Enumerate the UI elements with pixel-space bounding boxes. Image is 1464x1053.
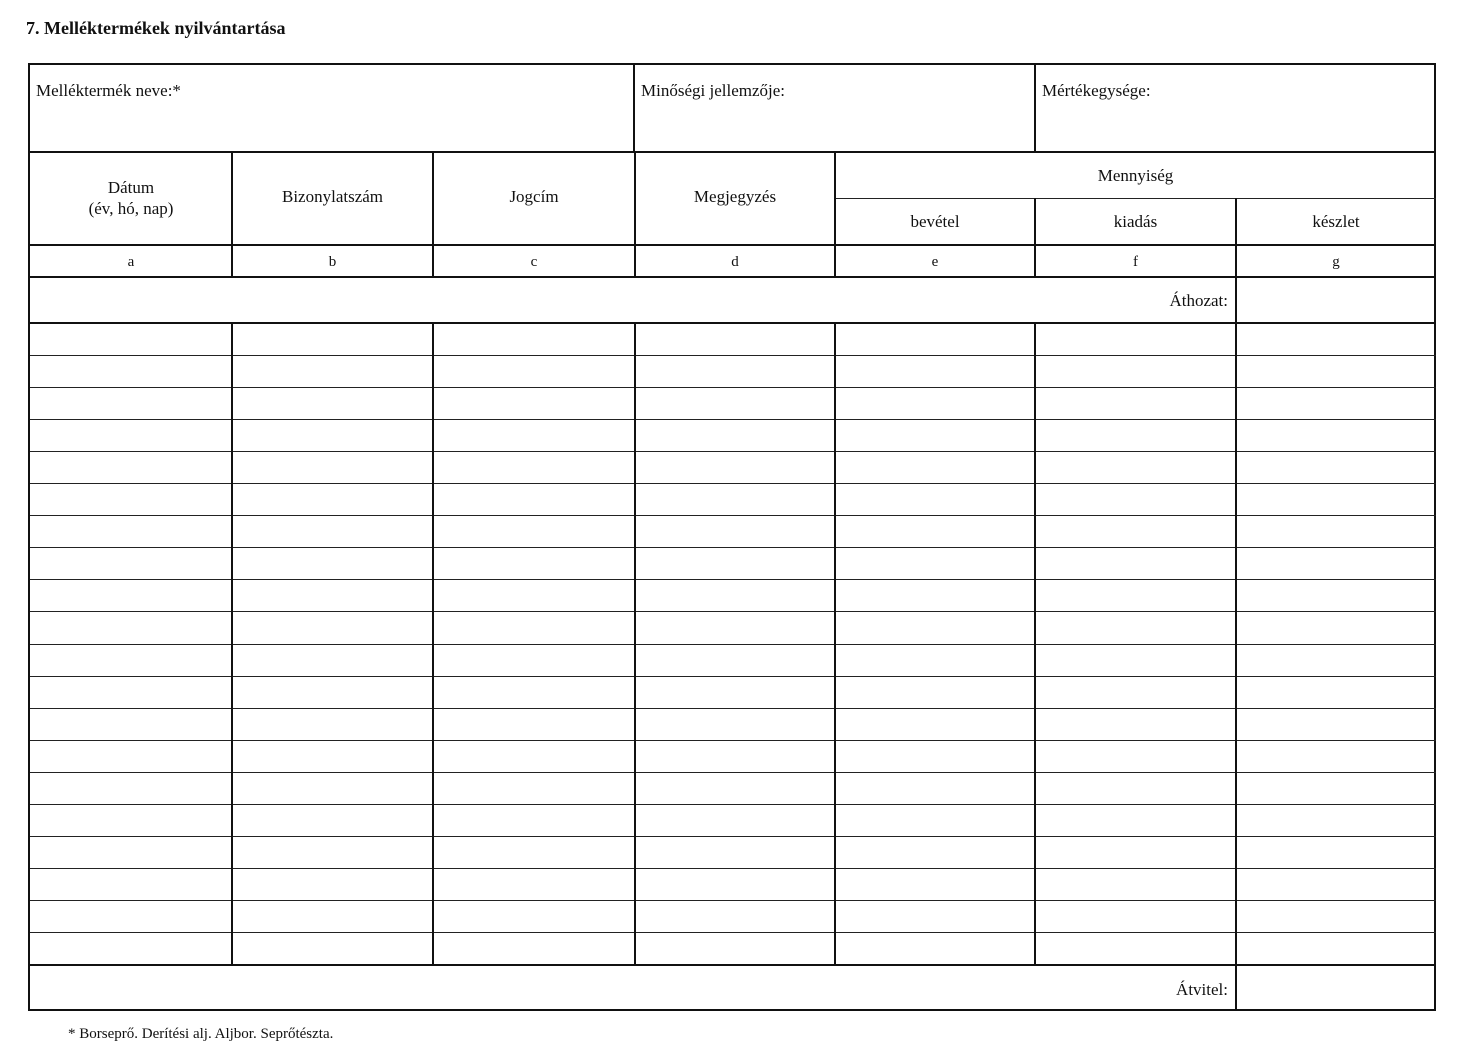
- table-row-cell[interactable]: [635, 932, 835, 964]
- unit-field[interactable]: [1036, 65, 1436, 152]
- table-row-cell[interactable]: [433, 611, 635, 643]
- table-row-cell[interactable]: [635, 804, 835, 836]
- table-row-cell[interactable]: [1035, 836, 1236, 868]
- table-row-cell[interactable]: [1035, 868, 1236, 900]
- table-row-cell[interactable]: [1035, 483, 1236, 515]
- table-row-cell[interactable]: [835, 740, 1035, 772]
- table-row-cell[interactable]: [30, 483, 232, 515]
- table-row-cell[interactable]: [1236, 804, 1436, 836]
- table-row-cell[interactable]: [30, 804, 232, 836]
- column-letter-d: d: [731, 254, 739, 270]
- table-row-cell[interactable]: [835, 579, 1035, 611]
- table-row-cell[interactable]: [835, 676, 1035, 708]
- table-row-cell[interactable]: [835, 355, 1035, 387]
- table-row-cell[interactable]: [30, 868, 232, 900]
- table-row-cell[interactable]: [1236, 644, 1436, 676]
- table-row-cell[interactable]: [1035, 708, 1236, 740]
- table-row-cell[interactable]: [30, 932, 232, 964]
- table-row-cell[interactable]: [232, 451, 433, 483]
- table-row-cell[interactable]: [433, 483, 635, 515]
- table-row-cell[interactable]: [232, 515, 433, 547]
- table-row-cell[interactable]: [433, 387, 635, 419]
- ledger-form: [28, 63, 1436, 1011]
- carry-out-label: Átvitel:: [1176, 980, 1228, 999]
- table-row-cell[interactable]: [30, 644, 232, 676]
- column-letter-e: e: [931, 254, 939, 270]
- table-row-cell[interactable]: [1236, 547, 1436, 579]
- table-row-cell[interactable]: [30, 740, 232, 772]
- table-row-cell[interactable]: [835, 644, 1035, 676]
- column-header-g: készlet: [1312, 212, 1360, 231]
- column-header-e: bevétel: [910, 212, 960, 231]
- table-row-cell[interactable]: [635, 772, 835, 804]
- table-row-cell[interactable]: [1035, 804, 1236, 836]
- table-row-cell[interactable]: [1236, 676, 1436, 708]
- table-row-cell[interactable]: [835, 804, 1035, 836]
- table-row-cell[interactable]: [433, 644, 635, 676]
- table-row-cell[interactable]: [232, 772, 433, 804]
- table-row-cell[interactable]: [1236, 355, 1436, 387]
- unit-label: Mértékegysége:: [1042, 81, 1151, 100]
- table-row-cell[interactable]: [1236, 579, 1436, 611]
- table-row-cell[interactable]: [1236, 932, 1436, 964]
- table-row-cell[interactable]: [835, 611, 1035, 643]
- table-row-cell[interactable]: [635, 483, 835, 515]
- table-row-cell[interactable]: [433, 515, 635, 547]
- table-row-cell[interactable]: [232, 419, 433, 451]
- table-row-cell[interactable]: [30, 419, 232, 451]
- table-row-cell[interactable]: [433, 804, 635, 836]
- table-row-cell[interactable]: [232, 547, 433, 579]
- table-row-cell[interactable]: [1035, 579, 1236, 611]
- table-row-cell[interactable]: [1236, 611, 1436, 643]
- table-row-cell[interactable]: [232, 611, 433, 643]
- table-row-cell[interactable]: [433, 772, 635, 804]
- table-row-cell[interactable]: [635, 323, 835, 355]
- table-row-cell[interactable]: [835, 323, 1035, 355]
- table-row-cell[interactable]: [30, 900, 232, 932]
- table-row-cell[interactable]: [30, 772, 232, 804]
- table-row-cell[interactable]: [635, 868, 835, 900]
- table-row-cell[interactable]: [232, 355, 433, 387]
- column-header-a: Dátum (év, hó, nap): [88, 178, 174, 218]
- table-row-cell[interactable]: [835, 836, 1035, 868]
- table-row-cell[interactable]: [1236, 515, 1436, 547]
- table-row-cell[interactable]: [30, 451, 232, 483]
- table-row-cell[interactable]: [433, 932, 635, 964]
- table-row-cell[interactable]: [433, 547, 635, 579]
- table-row-cell[interactable]: [30, 515, 232, 547]
- column-letter-a: a: [127, 254, 135, 270]
- table-row-cell[interactable]: [835, 900, 1035, 932]
- table-row-cell[interactable]: [835, 515, 1035, 547]
- table-row-cell[interactable]: [635, 515, 835, 547]
- table-row-cell[interactable]: [1035, 515, 1236, 547]
- quantity-group-header: Mennyiség: [1097, 166, 1174, 185]
- table-row-cell[interactable]: [433, 579, 635, 611]
- table-row-cell[interactable]: [1035, 419, 1236, 451]
- table-row-cell[interactable]: [30, 355, 232, 387]
- table-row-cell[interactable]: [1035, 323, 1236, 355]
- table-row-cell[interactable]: [433, 451, 635, 483]
- table-row-cell[interactable]: [835, 868, 1035, 900]
- column-header-b: Bizonylatszám: [281, 187, 384, 206]
- carry-in-label: Áthozat:: [1169, 291, 1228, 310]
- table-row-cell[interactable]: [1035, 676, 1236, 708]
- table-row-cell[interactable]: [835, 419, 1035, 451]
- table-row-cell[interactable]: [232, 387, 433, 419]
- footnote: * Borseprő. Derítési alj. Aljbor. Seprőtészta.: [68, 1026, 334, 1042]
- table-row-cell[interactable]: [635, 579, 835, 611]
- table-row-cell[interactable]: [232, 900, 433, 932]
- table-row-cell[interactable]: [1035, 547, 1236, 579]
- quality-label: Minőségi jellemzője:: [641, 81, 785, 100]
- column-letter-g: g: [1332, 254, 1340, 270]
- table-row-cell[interactable]: [635, 836, 835, 868]
- table-row-cell[interactable]: [1236, 708, 1436, 740]
- table-row-cell[interactable]: [433, 355, 635, 387]
- table-row-cell[interactable]: [433, 323, 635, 355]
- table-row-cell[interactable]: [635, 900, 835, 932]
- table-row-cell[interactable]: [232, 804, 433, 836]
- table-row-cell[interactable]: [635, 676, 835, 708]
- table-row-cell[interactable]: [1035, 611, 1236, 643]
- table-row-cell[interactable]: [433, 419, 635, 451]
- table-row-cell[interactable]: [1236, 900, 1436, 932]
- table-row-cell[interactable]: [835, 451, 1035, 483]
- table-row-cell[interactable]: [1236, 323, 1436, 355]
- table-row-cell[interactable]: [30, 676, 232, 708]
- table-row-cell[interactable]: [433, 836, 635, 868]
- table-row-cell[interactable]: [30, 611, 232, 643]
- table-row-cell[interactable]: [1035, 932, 1236, 964]
- table-row-cell[interactable]: [1236, 387, 1436, 419]
- table-row-cell[interactable]: [232, 483, 433, 515]
- table-row-cell[interactable]: [232, 932, 433, 964]
- table-row-cell[interactable]: [232, 740, 433, 772]
- table-row-cell[interactable]: [1236, 419, 1436, 451]
- table-row-cell[interactable]: [232, 676, 433, 708]
- table-row-cell[interactable]: [433, 868, 635, 900]
- product-name-field[interactable]: [30, 65, 635, 152]
- table-row-cell[interactable]: [1035, 355, 1236, 387]
- table-row-cell[interactable]: [835, 932, 1035, 964]
- table-row-cell[interactable]: [635, 644, 835, 676]
- table-row-cell[interactable]: [1236, 483, 1436, 515]
- table-row-cell[interactable]: [635, 451, 835, 483]
- table-row-cell[interactable]: [433, 740, 635, 772]
- table-row-cell[interactable]: [232, 323, 433, 355]
- column-letter-c: c: [530, 254, 538, 270]
- table-row-cell[interactable]: [30, 547, 232, 579]
- carry-in-value-cell[interactable]: [1236, 276, 1436, 322]
- column-letter-f: f: [1133, 254, 1138, 270]
- table-row-cell[interactable]: [1236, 451, 1436, 483]
- table-row-cell[interactable]: [30, 387, 232, 419]
- column-letter-b: b: [328, 254, 337, 270]
- table-row-cell[interactable]: [835, 483, 1035, 515]
- table-row-cell[interactable]: [635, 708, 835, 740]
- table-row-cell[interactable]: [1035, 644, 1236, 676]
- table-row-cell[interactable]: [433, 676, 635, 708]
- table-row-cell[interactable]: [835, 772, 1035, 804]
- table-row-cell[interactable]: [635, 740, 835, 772]
- table-row-cell[interactable]: [232, 708, 433, 740]
- table-row-cell[interactable]: [1236, 836, 1436, 868]
- table-row-cell[interactable]: [1035, 740, 1236, 772]
- table-row-cell[interactable]: [30, 836, 232, 868]
- table-row-cell[interactable]: [1035, 772, 1236, 804]
- table-row-cell[interactable]: [232, 836, 433, 868]
- carry-out-value-cell[interactable]: [1236, 964, 1436, 1011]
- table-row-cell[interactable]: [1236, 868, 1436, 900]
- table-row-cell[interactable]: [30, 579, 232, 611]
- table-row-cell[interactable]: [1236, 772, 1436, 804]
- table-row-cell[interactable]: [232, 644, 433, 676]
- table-row-cell[interactable]: [232, 868, 433, 900]
- product-name-label: Melléktermék neve:*: [36, 81, 181, 100]
- form-title: 7. Melléktermékek nyilvántartása: [26, 18, 286, 38]
- table-row-cell[interactable]: [1236, 740, 1436, 772]
- table-row-cell[interactable]: [635, 419, 835, 451]
- table-row-cell[interactable]: [835, 387, 1035, 419]
- table-row-cell[interactable]: [635, 355, 835, 387]
- table-row-cell[interactable]: [232, 579, 433, 611]
- quality-field[interactable]: [635, 65, 1036, 152]
- table-row-cell[interactable]: [835, 708, 1035, 740]
- table-row-cell[interactable]: [635, 611, 835, 643]
- table-row-cell[interactable]: [30, 323, 232, 355]
- table-row-cell[interactable]: [635, 387, 835, 419]
- table-row-cell[interactable]: [1035, 451, 1236, 483]
- table-row-cell[interactable]: [30, 708, 232, 740]
- table-row-cell[interactable]: [1035, 900, 1236, 932]
- table-row-cell[interactable]: [433, 900, 635, 932]
- table-row-cell[interactable]: [1035, 387, 1236, 419]
- column-header-f: kiadás: [1113, 212, 1158, 231]
- column-header-d: Megjegyzés: [693, 187, 777, 206]
- table-row-cell[interactable]: [433, 708, 635, 740]
- table-row-cell[interactable]: [835, 547, 1035, 579]
- table-row-cell[interactable]: [635, 547, 835, 579]
- column-header-c: Jogcím: [509, 187, 559, 206]
